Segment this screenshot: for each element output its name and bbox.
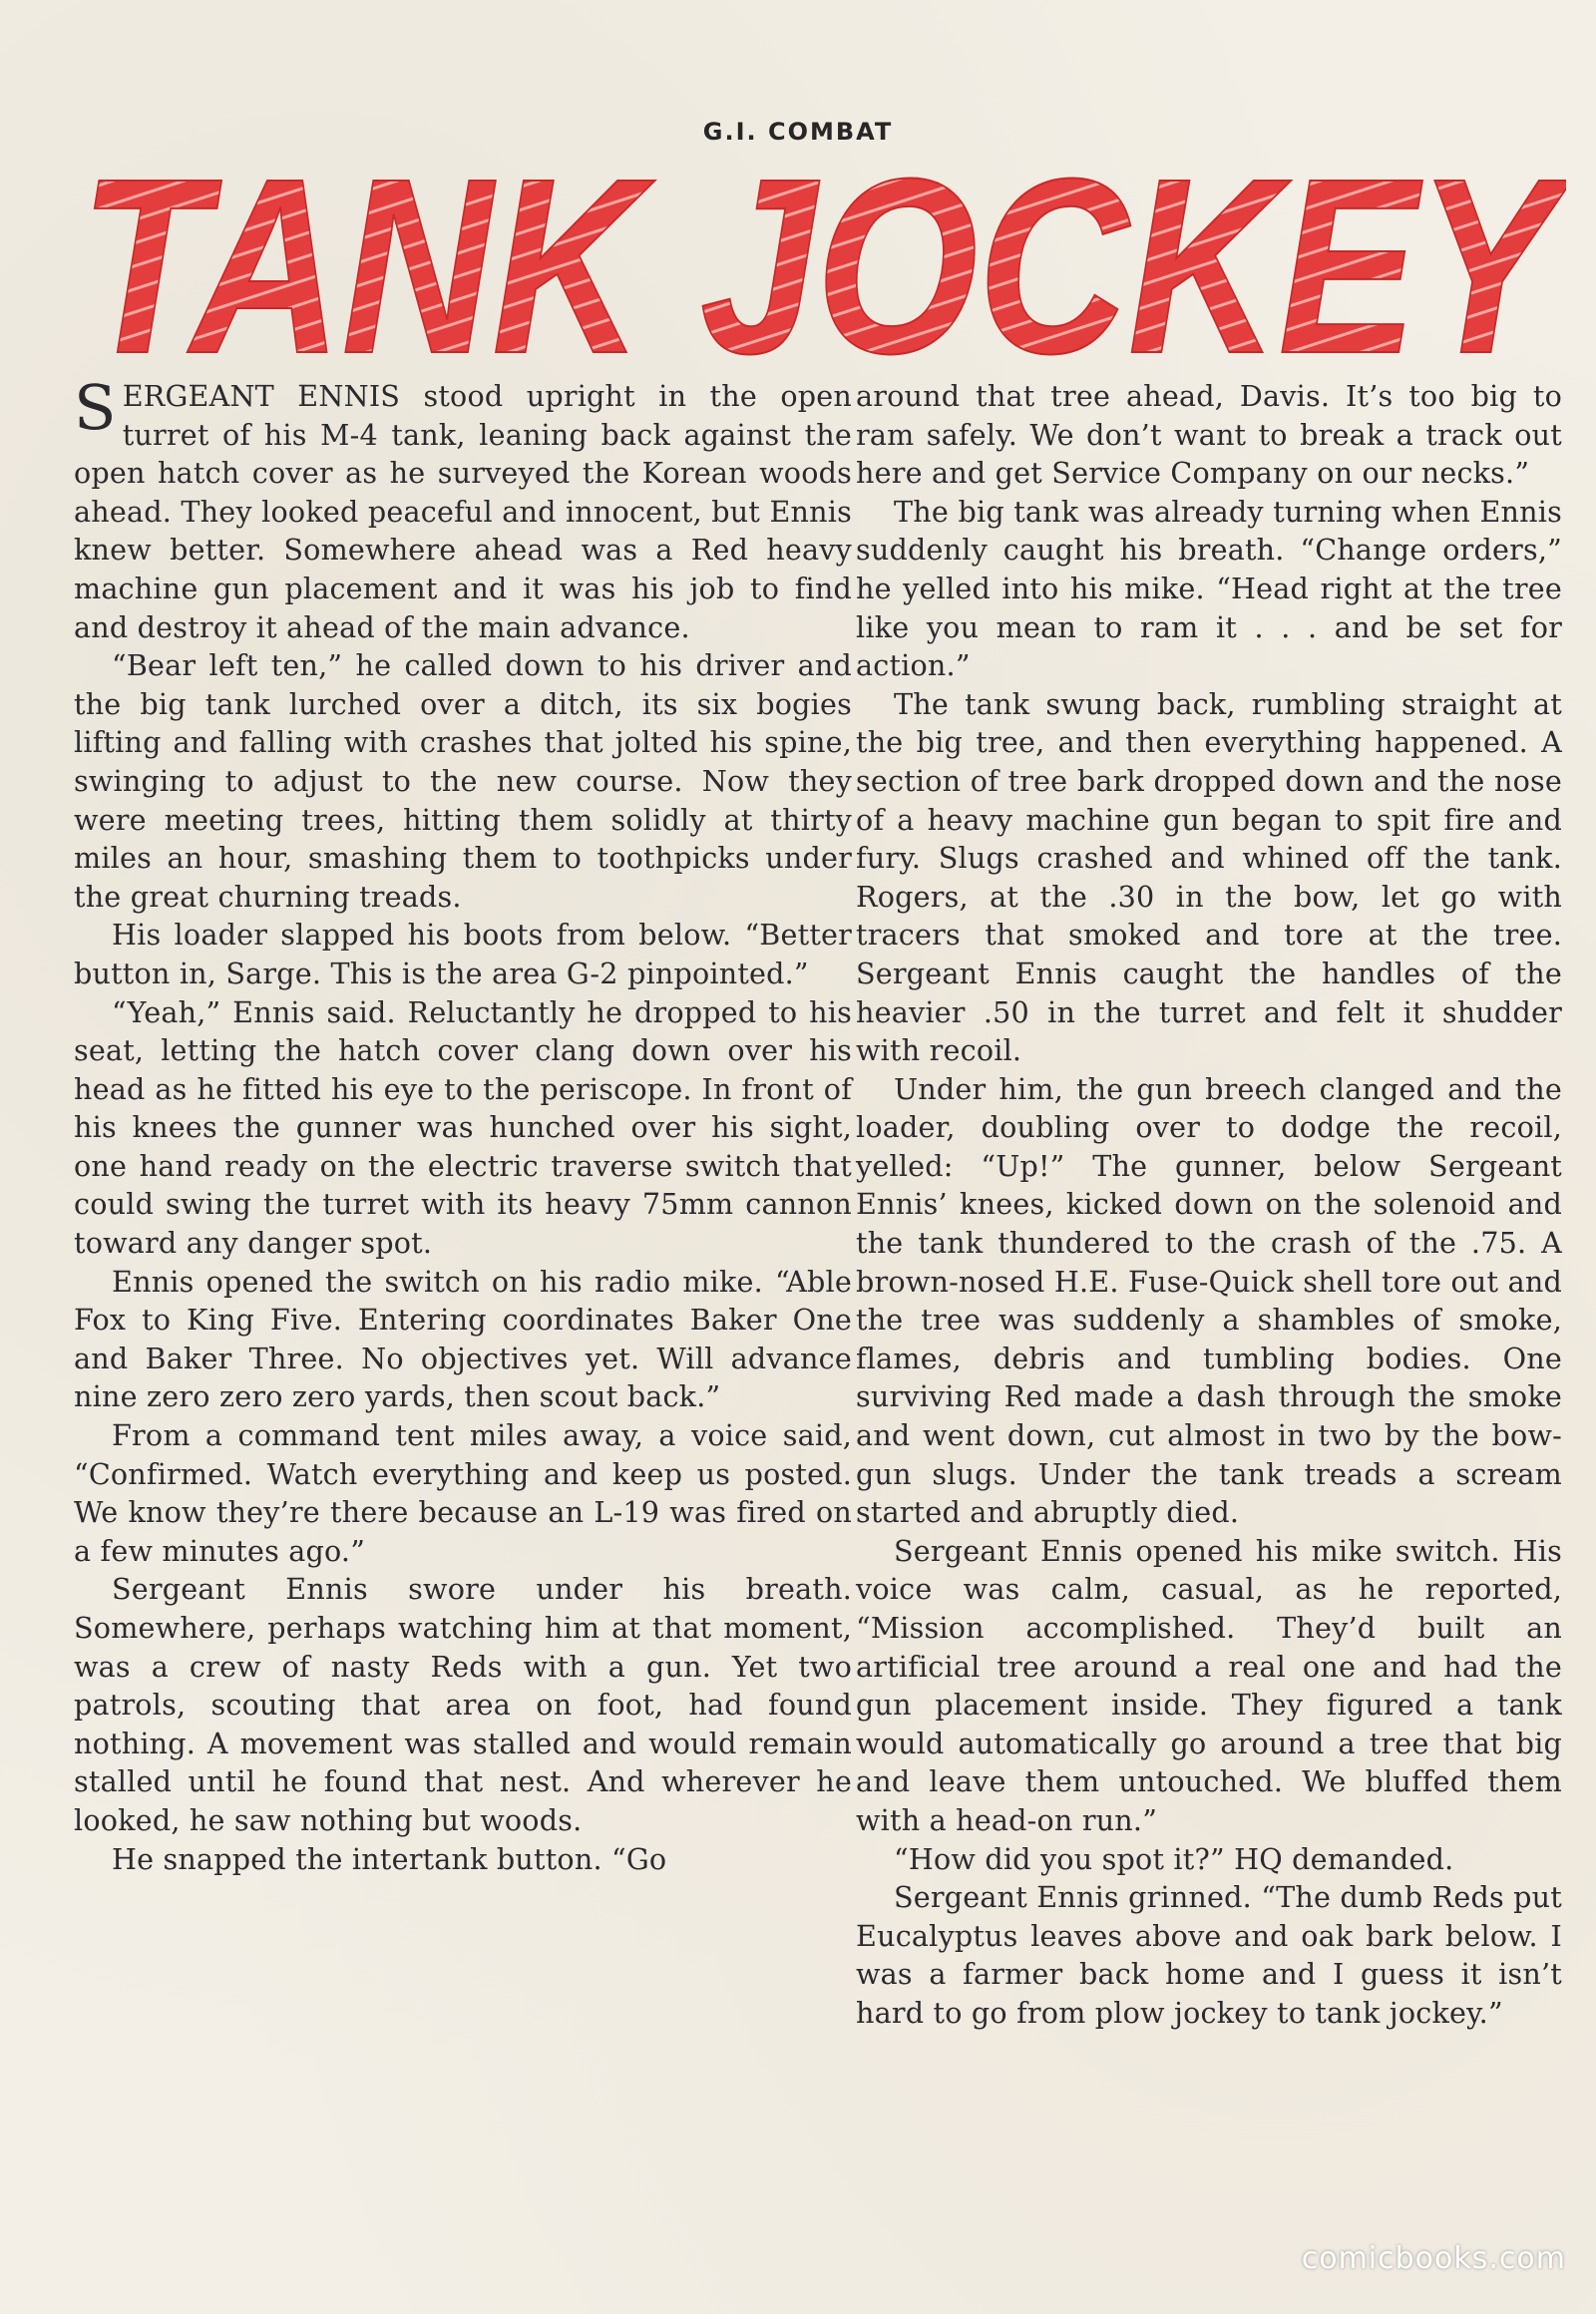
- paragraph-10: The big tank was already turning when Ennis suddenly caught his breath. “Change orders,” he yelled into his mike. “Head right at the tree like you mean to ram it . . . and be set for action.”: [856, 494, 1562, 683]
- title-lettering: [70, 138, 1566, 377]
- magazine-header: G.I. COMBAT: [702, 118, 894, 146]
- paragraph-15: Sergeant Ennis grinned. “The dumb Reds put Eucalyptus leaves above and oak bark below. I was a farmer back home and I guess it isn’t hard to go from plow jockey to tank jockey.”: [856, 1880, 1562, 2030]
- right-column: [856, 377, 1562, 2033]
- paragraph-7: Sergeant Ennis swore under his breath. Somewhere, perhaps watching him at that moment, was a crew of nasty Reds with a gun. Yet two patrols, scouting that area on foot, had found nothing. A movement was stalled and would remain stalled until he found that nest. And wherever he looked, he saw nothing but woods.: [74, 1572, 852, 1837]
- paragraph-4: “Yeah,” Ennis said. Reluctantly he dropped to his seat, letting the hatch cover clang down over his head as he fitted his eye to the periscope. In front of his knees the gunner was hunched over his sight, one hand ready on the electric traverse switch that could swing the turret with its heavy 75mm cannon toward any danger spot.: [74, 994, 852, 1261]
- drop-cap: S: [74, 371, 117, 444]
- title-text: TANK JOCKEY: [80, 138, 1566, 377]
- paragraph-9: around that tree ahead, Davis. It’s too big to ram safely. We don’t want to break a track out here and get Service Company on our necks.”: [856, 379, 1562, 491]
- paragraph-8: He snapped the intertank button. “Go: [112, 1841, 667, 1876]
- watermark: comicbooks.com: [1301, 2241, 1566, 2276]
- paragraph-12: Under him, the gun breech clanged and the loader, doubling over to dodge the recoil, yelled: “Up!” The gunner, below Sergeant Ennis’ knees, kicked down on the solenoid and the tank thundered to the crash of the .75. A brown-nosed H.E. Fuse-Quick shell tore out and the tree was suddenly a shambles of smoke, flames, debris and tumbling bodies. One surviving Red made a dash through the smoke and went down, cut almost in two by the bow-gun slugs. Under the tank treads a scream started and abruptly died.: [856, 1071, 1562, 1530]
- story-title: [70, 138, 1566, 377]
- paragraph-14: “How did you spot it?” HQ demanded.: [894, 1841, 1454, 1876]
- paragraph-3: His loader slapped his boots from below. “Better button in, Sarge. This is the area G-2 pinpointed.”: [74, 918, 852, 990]
- first-line: ERGEANT ENNIS stood upright in the: [122, 379, 757, 413]
- paragraph-1: [74, 371, 852, 646]
- paragraph-13: Sergeant Ennis opened his mike switch. His voice was calm, casual, as he reported, “Mission accomplished. They’d built an artificial tree around a real one and had the gun placement inside. They figured a tank would automatically go around a tree that big and leave them untouched. We bluffed them with a head-on run.”: [856, 1533, 1562, 1837]
- paragraph-2: “Bear left ten,” he called down to his driver and the big tank lurched over a ditch, its six bogies lifting and falling with crashes that jolted his spine, swinging to adjust to the new course. Now they were meeting trees, hitting them solidly at thirty miles an hour, smashing them to toothpicks under the great churning treads.: [74, 648, 852, 914]
- paragraph-5: Ennis opened the switch on his radio mike. “Able Fox to King Five. Entering coordinates Baker One and Baker Three. No objectives yet. Will advance nine zero zero zero yards, then scout back.”: [74, 1264, 852, 1414]
- paragraph-11: The tank swung back, rumbling straight at the big tree, and then everything happened. A section of tree bark dropped down and the nose of a heavy machine gun began to spit fire and fury. Slugs crashed and whined off the tank. Rogers, at the .30 in the bow, let go with tracers that smoked and tore at the tree. Sergeant Ennis caught the handles of the heavier .50 in the turret and felt it shudder with recoil.: [856, 686, 1562, 1068]
- left-column: [74, 371, 852, 1878]
- paragraph-1-rest: open turret of his M-4 tank, leaning back against the open hatch cover as he surveyed the Korean woods ahead. They looked peaceful and innocent, but Ennis knew better. Somewhere ahead was a Red heavy machine gun placement and it was his job to find and destroy it ahead of the main advance.: [74, 379, 852, 644]
- paragraph-6: From a command tent miles away, a voice said, “Confirmed. Watch everything and keep us posted. We know they’re there because an L-19 was fired on a few minutes ago.”: [74, 1418, 852, 1568]
